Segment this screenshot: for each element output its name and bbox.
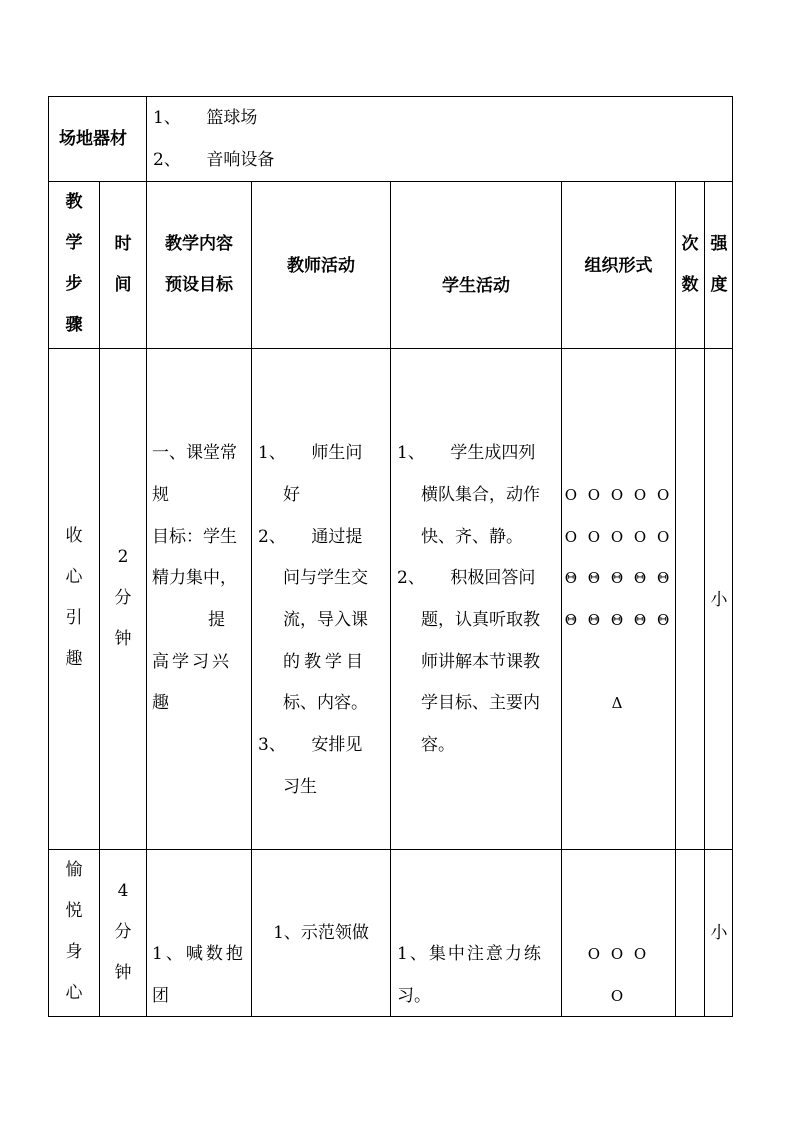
col-rule-count	[675, 181, 676, 1017]
row1-teacher-line: 的教学目	[283, 652, 367, 672]
formation-row: O	[610, 987, 627, 1005]
row1-student-line: 横队集合，动作	[421, 485, 540, 505]
row1-student-line: 2、 积极回答问	[397, 568, 536, 588]
row1-teacher-line: 标、内容。	[283, 693, 368, 713]
header-content: 教学内容 预设目标	[165, 234, 233, 295]
venue-item: 2、 音响设备	[153, 150, 275, 170]
row2-content-line: 1、喊数抱	[152, 944, 246, 964]
row1-content-line: 目标：学生	[152, 527, 237, 547]
row1-student-line: 快、齐、静。	[421, 527, 523, 547]
row2-student-line: 习。	[397, 986, 431, 1006]
formation-row: O O O	[587, 945, 650, 963]
row1-teacher-line: 2、 通过提	[258, 527, 363, 547]
row1-teacher-line: 习生	[283, 777, 317, 797]
col-rule-org	[561, 181, 562, 1017]
formation-row: Θ Θ Θ Θ Θ	[564, 611, 673, 629]
row1-content-line: 一、课堂常	[152, 443, 237, 463]
row2-intensity: 小	[710, 923, 728, 943]
row1-content-line: 提	[208, 610, 225, 630]
formation-row: O O O O O	[564, 528, 673, 546]
teacher-position-marker: Δ	[611, 694, 626, 712]
row1-teacher-line: 问与学生交	[283, 568, 368, 588]
row1-student-line: 1、 学生成四列	[397, 443, 536, 463]
header-count: 次 数	[681, 234, 699, 295]
row1-content-line: 高学习兴	[152, 652, 232, 672]
header-intensity: 强 度	[710, 234, 728, 295]
formation-row: Θ Θ Θ Θ Θ	[564, 569, 673, 587]
header-org: 组织形式	[584, 256, 653, 276]
header-time: 时 间	[114, 234, 132, 295]
row1-student-line: 题，认真听取教	[421, 610, 540, 630]
row1-time: 2 分 钟	[114, 547, 132, 649]
row1-content-line: 趣	[152, 693, 169, 713]
row2-step: 愉 悦 身 心	[65, 860, 83, 1003]
header-student: 学生活动	[442, 276, 510, 296]
row1-step: 收 心 引 趣	[65, 526, 83, 669]
row2-time: 4 分 钟	[114, 881, 132, 983]
col-rule-student	[390, 181, 391, 1017]
row1-teacher-line: 3、 安排见	[258, 735, 363, 755]
row1-teacher-line: 1、 师生问	[258, 443, 363, 463]
formation-row: O O O O O	[564, 486, 673, 504]
row1-teacher-line: 好	[283, 485, 300, 505]
row1-content-line: 规	[152, 485, 169, 505]
row1-student-line: 师讲解本节课教	[421, 652, 540, 672]
header-teacher: 教师活动	[287, 256, 355, 276]
row2-content-line: 团	[152, 986, 169, 1006]
row2-student-line: 1、集中注意力练	[397, 944, 543, 964]
col-rule-teacher	[251, 181, 252, 1017]
row1-student-line: 学目标、主要内	[421, 693, 540, 713]
table-border-top	[48, 96, 733, 97]
row2-teacher-line: 1、示范领做	[273, 923, 369, 943]
row1-teacher-line: 流，导入课	[283, 610, 368, 630]
row1-intensity: 小	[710, 590, 728, 610]
header-step: 教 学 步 骤	[65, 192, 83, 335]
row1-student-line: 容。	[421, 735, 455, 755]
venue-item: 1、 篮球场	[153, 108, 258, 128]
venue-label: 场地器材	[59, 129, 127, 149]
row1-content-line: 精力集中，	[152, 568, 237, 588]
